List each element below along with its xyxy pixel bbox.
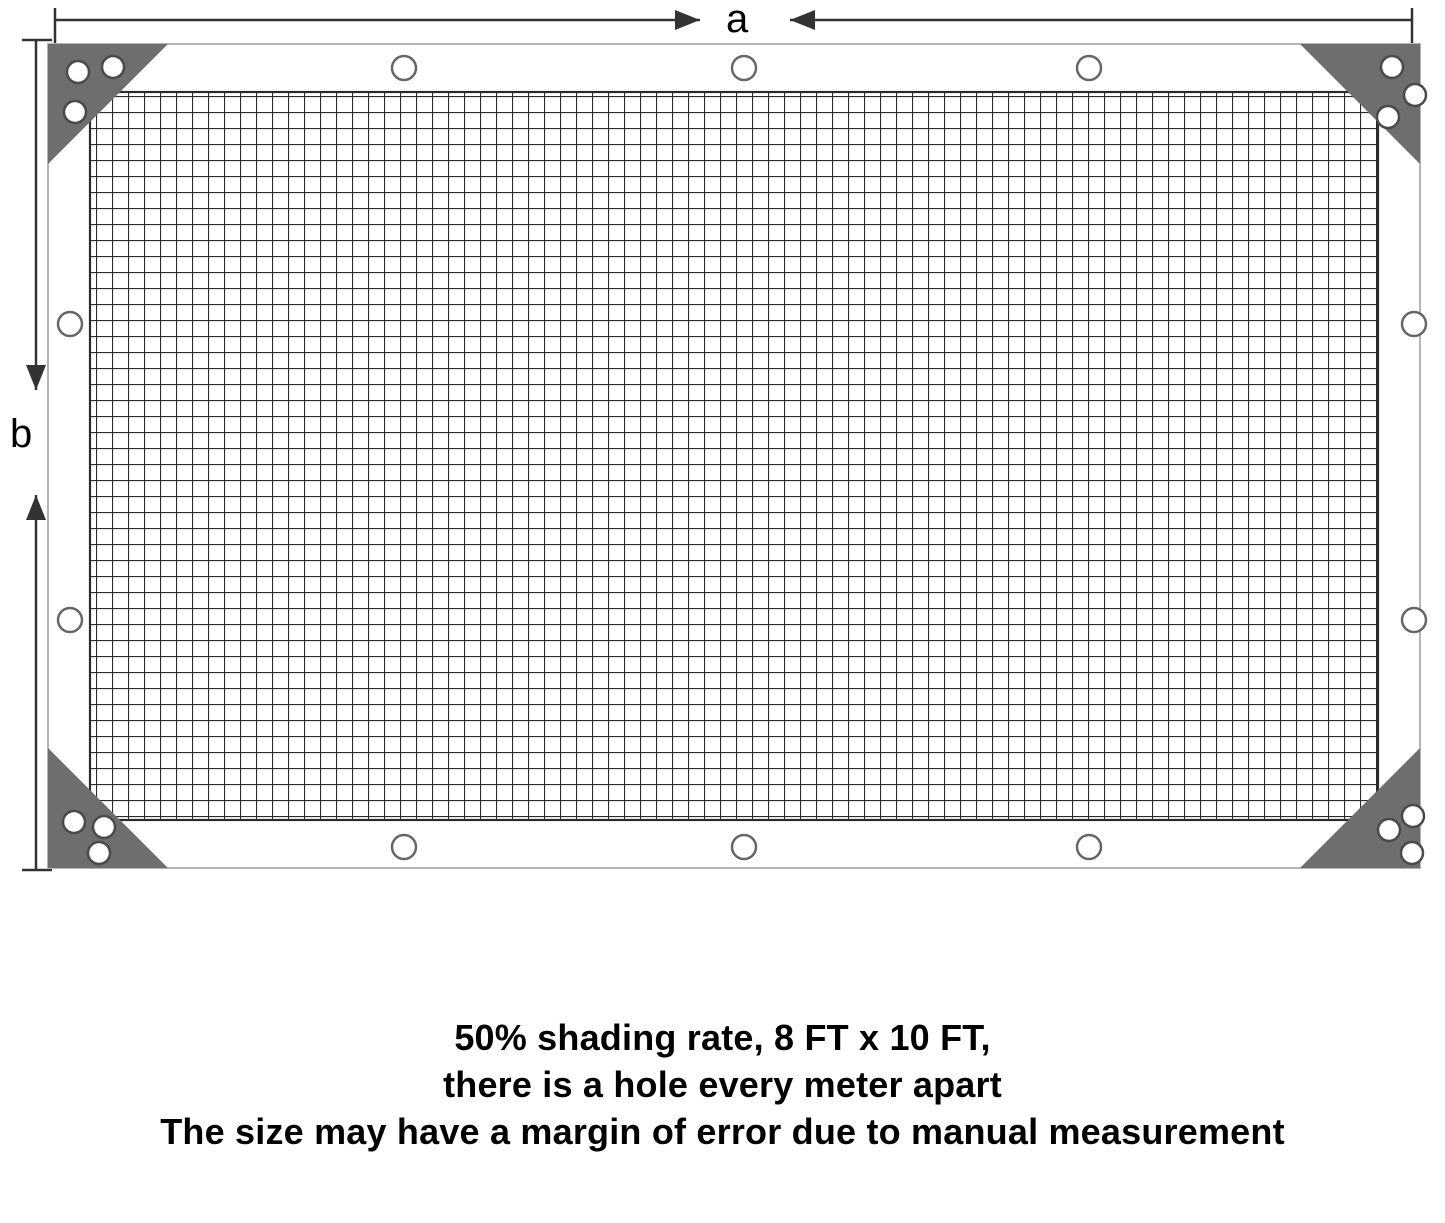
dimension-label-height: b — [10, 412, 33, 456]
grommet — [732, 56, 756, 80]
grommet — [58, 608, 82, 632]
grommet — [1404, 84, 1426, 106]
dimension-label-width: a — [726, 0, 749, 41]
grommet — [88, 842, 110, 864]
grommet — [1381, 56, 1403, 78]
grommet — [392, 56, 416, 80]
caption-line-2: there is a hole every meter apart — [443, 1063, 1002, 1105]
panel-body — [48, 44, 1420, 868]
caption-block — [0, 1015, 1445, 1155]
grommet — [63, 811, 85, 833]
grommet — [1378, 819, 1400, 841]
grommet — [67, 61, 89, 83]
grommet — [1401, 842, 1423, 864]
grommet — [93, 816, 115, 838]
grommet — [64, 101, 86, 123]
grommet — [392, 835, 416, 859]
grommet — [1077, 835, 1101, 859]
grommet — [1402, 805, 1424, 827]
grommet — [58, 312, 82, 336]
grommet — [1402, 312, 1426, 336]
caption-line-1: 50% shading rate, 8 FT x 10 FT, — [454, 1017, 991, 1058]
grommet — [1402, 608, 1426, 632]
mesh-field — [90, 92, 1378, 820]
caption-line-3: The size may have a margin of error due to manual measurement — [160, 1110, 1285, 1152]
grommet — [1077, 56, 1101, 80]
grommet — [102, 56, 124, 78]
grommet — [732, 835, 756, 859]
grommet — [1377, 106, 1399, 128]
